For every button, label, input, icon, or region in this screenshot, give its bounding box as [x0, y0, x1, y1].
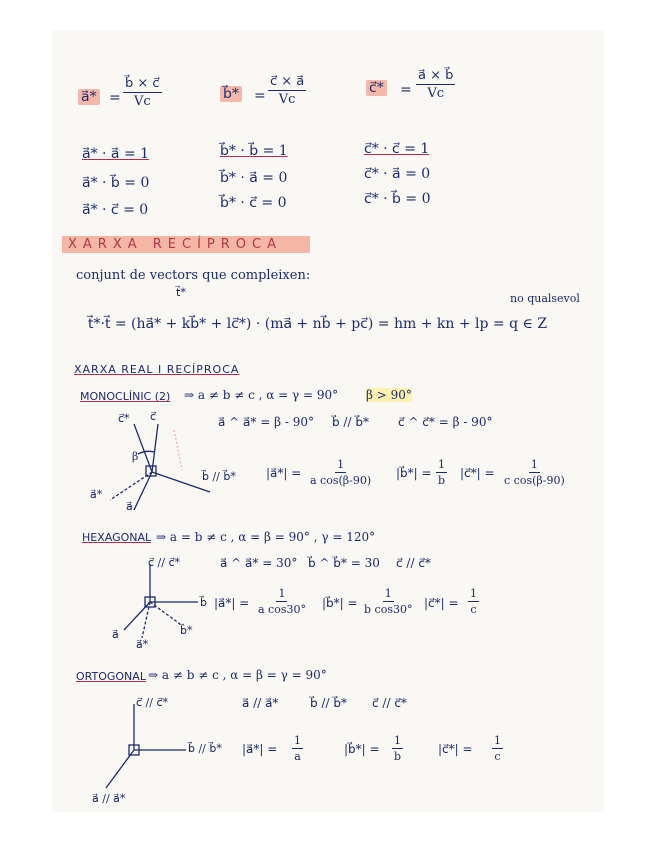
- dot-a-3: a⃗* · c⃗ = 0: [82, 202, 149, 218]
- monoclinic-rel-a: a⃗ ^ a⃗* = β - 90°: [218, 415, 314, 429]
- orto-mod-c-den: c: [494, 750, 501, 763]
- monoclinic-rel-c: c⃗ ^ c⃗* = β - 90°: [398, 415, 493, 429]
- orto-mod-b-num: 1: [394, 734, 401, 747]
- a-axis-line: [124, 602, 150, 630]
- a-star-denominator: Vc: [133, 94, 151, 109]
- hex-rel-b: b⃗ ^ b⃗* = 30: [308, 556, 380, 570]
- hex-mod-b-den: b cos30°: [364, 603, 413, 616]
- dot-c-1: c⃗* · c⃗ = 1: [364, 141, 430, 157]
- mono-b-label: b⃗ // b⃗*: [202, 470, 236, 483]
- a-axis-line: [106, 750, 134, 788]
- mono-a-star-label: a⃗*: [90, 488, 103, 501]
- mono-c-star-label: c⃗*: [118, 412, 130, 425]
- hexagonal-condition: ⇒ a = b ≠ c , α = β = 90° , γ = 120°: [156, 530, 376, 544]
- margin-note: no qualsevol: [510, 292, 580, 305]
- hex-mod-b-fraction: [364, 587, 412, 616]
- reciprocal-formula: t⃗*·t⃗ = (ha⃗* + kb⃗* + lc⃗*) · (ma⃗ + nb⃗ + pc⃗) = hm + kn + lp = q ∈ Z: [88, 316, 548, 332]
- b-star-numerator: c⃗ × a⃗: [270, 74, 305, 89]
- pink-guide-line: [174, 430, 182, 470]
- a-star-numerator: b⃗ × c⃗: [125, 76, 160, 91]
- c-star-denominator: Vc: [427, 86, 445, 101]
- a-star-fraction: [123, 76, 162, 109]
- orto-mod-a-den: a: [294, 750, 301, 763]
- hex-mod-b-num: 1: [384, 587, 392, 600]
- b-star-denominator: Vc: [278, 92, 296, 107]
- orto-mod-b-den: b: [393, 750, 402, 763]
- orto-mod-a-lhs: |a⃗*| =: [242, 742, 278, 756]
- mono-a-label: a⃗: [126, 500, 133, 513]
- dot-c-2: c⃗* · a⃗ = 0: [364, 166, 431, 182]
- hex-mod-c-lhs: |c⃗*| =: [424, 596, 459, 610]
- mono-mod-a-fraction: [310, 458, 371, 487]
- a-star-label: a⃗*: [78, 89, 100, 105]
- orto-mod-a-num: 1: [294, 734, 301, 747]
- hex-mod-c-fraction: [468, 587, 479, 616]
- mono-mod-b-num: 1: [438, 458, 445, 471]
- hex-mod-c-num: 1: [470, 587, 477, 600]
- dot-b-1: b⃗* · b⃗ = 1: [220, 143, 288, 159]
- orto-rel-c: c⃗ // c⃗*: [372, 696, 407, 710]
- mono-mod-a-lhs: |a⃗*| =: [266, 466, 302, 480]
- orthogonal-condition: ⇒ a ≠ b ≠ c , α = β = γ = 90°: [148, 668, 327, 682]
- orto-c-label: c⃗ // c⃗*: [136, 696, 169, 709]
- c-star-axis-line: [152, 424, 158, 472]
- mono-beta-label: β: [132, 450, 139, 463]
- c-star-numerator: a⃗ × b⃗: [418, 68, 454, 83]
- hex-mod-c-den: c: [470, 603, 477, 616]
- mono-mod-c-den: c cos(β-90): [504, 474, 565, 487]
- monoclinic-condition: ⇒ a ≠ b ≠ c , α = γ = 90°: [184, 388, 339, 402]
- mono-mod-c-lhs: |c⃗*| =: [460, 466, 495, 480]
- c-star-fraction: [416, 68, 455, 101]
- hex-mod-a-fraction: [258, 587, 306, 616]
- orto-mod-a-fraction: [292, 734, 303, 763]
- mono-mod-b-fraction: [436, 458, 447, 487]
- hex-b-label: b⃗: [200, 596, 207, 609]
- mono-c-label: c⃗: [150, 410, 157, 423]
- orthogonal-title: ORTOGONAL: [76, 670, 146, 683]
- equals-sign: =: [109, 90, 121, 106]
- notebook-page: [52, 30, 604, 812]
- equals-sign: =: [254, 88, 266, 104]
- dot-b-3: b⃗* · c⃗ = 0: [220, 195, 287, 211]
- monoclinic-title: MONOCLÍNIC (2): [80, 390, 171, 403]
- mono-mod-b-den: b: [437, 474, 446, 487]
- mono-mod-a-num: 1: [337, 458, 345, 471]
- mono-mod-c-fraction: [504, 458, 565, 487]
- hex-rel-a: a⃗ ^ a⃗* = 30°: [220, 556, 298, 570]
- hex-b-star-label: b⃗*: [180, 624, 193, 637]
- monoclinic-axes-diagram: [82, 410, 222, 520]
- orto-rel-a: a⃗ // a⃗*: [242, 696, 279, 710]
- hex-a-star-label: a⃗*: [136, 638, 149, 651]
- hex-mod-b-lhs: |b⃗*| =: [322, 596, 358, 610]
- orto-rel-b: b⃗ // b⃗*: [310, 696, 347, 710]
- dot-c-3: c⃗* · b⃗ = 0: [364, 191, 431, 207]
- dot-a-1: a⃗* · a⃗ = 1: [82, 146, 150, 162]
- hex-a-label: a⃗: [112, 628, 119, 641]
- monoclinic-beta: β > 90°: [366, 388, 412, 402]
- b-star-fraction: [268, 74, 306, 107]
- c-axis-line: [134, 424, 152, 472]
- hex-mod-a-den: a cos30°: [258, 603, 306, 616]
- reciprocal-description: conjunt de vectors que compleixen:: [76, 268, 311, 283]
- orto-mod-c-fraction: [492, 734, 503, 763]
- c-star-label: c⃗*: [366, 80, 387, 96]
- mono-mod-a-den: a cos(β-90): [310, 474, 372, 487]
- orto-b-label: b⃗ // b⃗*: [188, 742, 222, 755]
- orto-mod-c-lhs: |c⃗*| =: [438, 742, 473, 756]
- orto-mod-b-fraction: [392, 734, 403, 763]
- section-title-reciprocal: XARXA RECÍPROCA: [62, 236, 310, 253]
- dot-a-2: a⃗* · b⃗ = 0: [82, 175, 150, 191]
- section-title-real-reciprocal: XARXA REAL I RECÍPROCA: [74, 363, 240, 376]
- hex-mod-a-num: 1: [278, 587, 286, 600]
- orto-mod-c-num: 1: [494, 734, 501, 747]
- equals-sign: =: [400, 82, 412, 98]
- dot-b-2: b⃗* · a⃗ = 0: [220, 170, 288, 186]
- hexagonal-title: HEXAGONAL: [82, 531, 152, 544]
- beta-arc: [138, 451, 154, 454]
- orto-a-label: a⃗ // a⃗*: [92, 792, 126, 805]
- orto-mod-b-lhs: |b⃗*| =: [344, 742, 380, 756]
- mono-mod-b-lhs: |b⃗*| =: [396, 466, 432, 480]
- hex-mod-a-lhs: |a⃗*| =: [214, 596, 250, 610]
- b-star-label: b⃗*: [220, 86, 242, 102]
- mono-mod-c-num: 1: [530, 458, 538, 471]
- hex-rel-c: c⃗ // c⃗*: [396, 556, 431, 570]
- reciprocal-description-vector: t⃗*: [176, 286, 186, 299]
- orthogonal-axes-diagram: [92, 700, 192, 800]
- hex-c-label: c⃗ // c⃗*: [148, 556, 181, 569]
- monoclinic-rel-b: b⃗ // b⃗*: [332, 415, 369, 429]
